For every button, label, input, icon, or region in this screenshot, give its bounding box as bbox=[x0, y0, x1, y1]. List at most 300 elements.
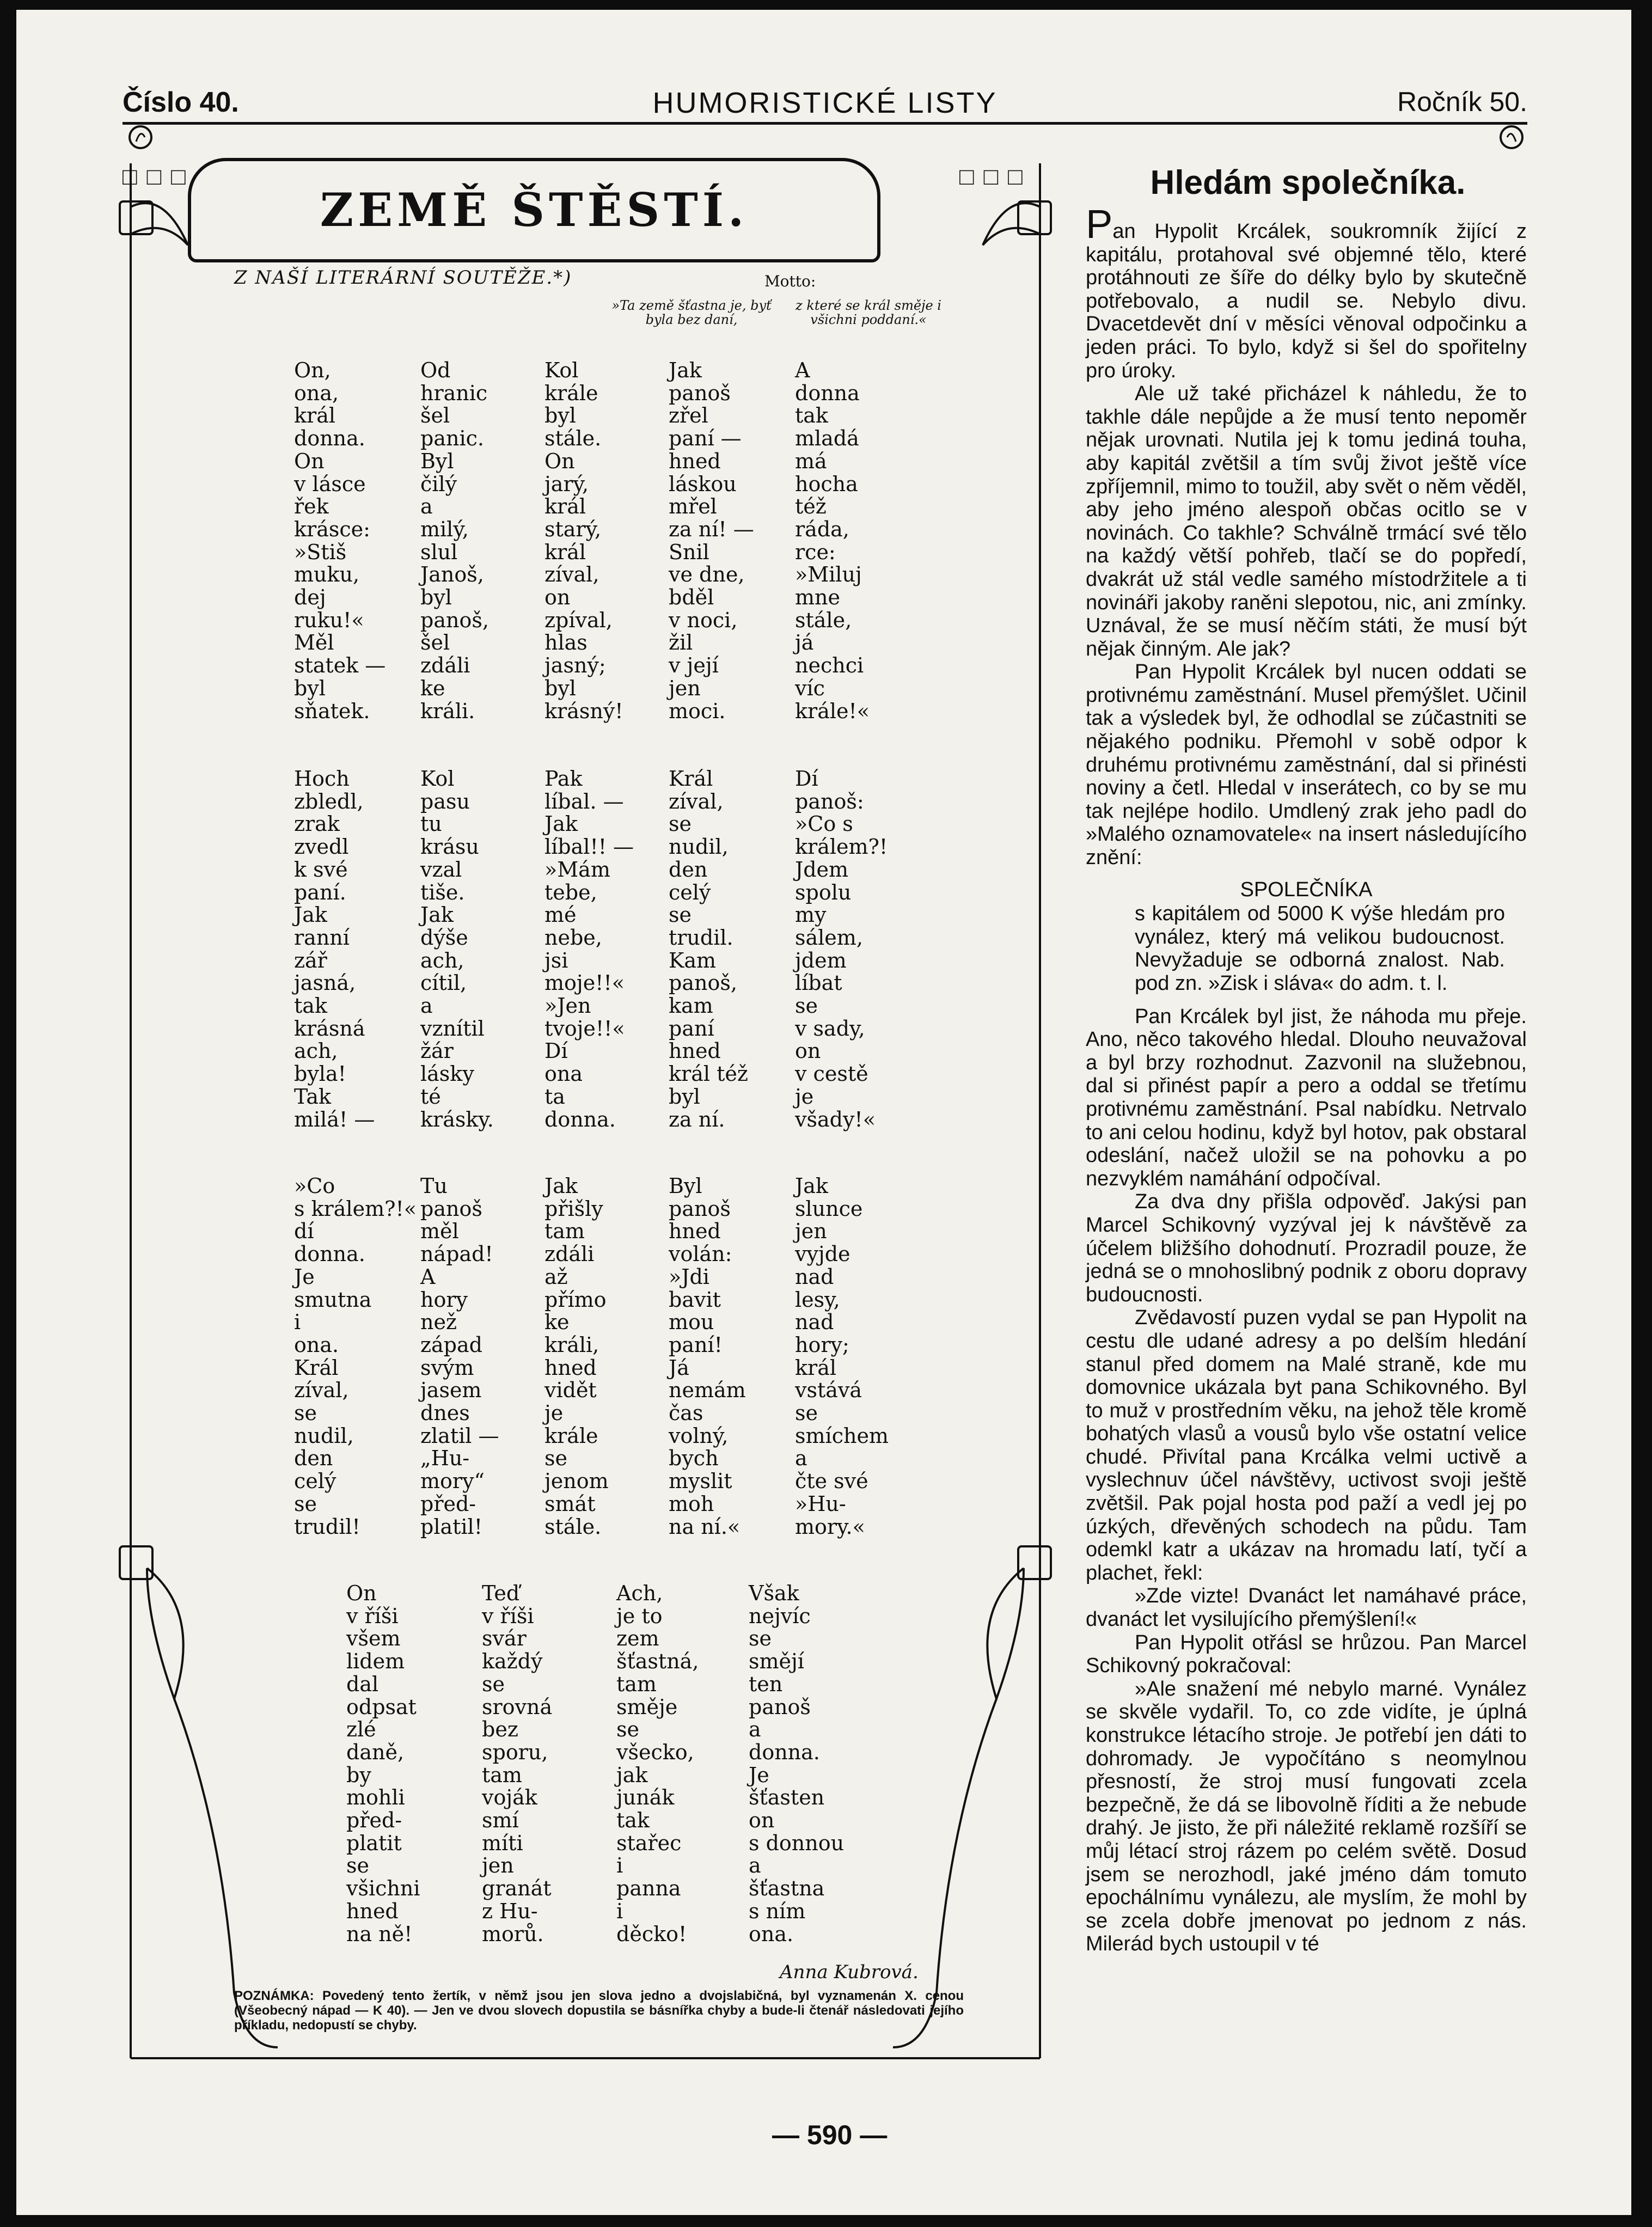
poem-line: Jak bbox=[544, 1174, 578, 1198]
poem-line: zář bbox=[294, 948, 327, 972]
poem-line: každý bbox=[482, 1649, 543, 1674]
poem-line: než bbox=[420, 1310, 457, 1335]
poem-line: i bbox=[616, 1853, 623, 1878]
poem-line: zíval, bbox=[294, 1378, 349, 1403]
poem-line: král bbox=[795, 1355, 836, 1380]
poem-line: stále. bbox=[544, 1514, 602, 1539]
poem-line: nad bbox=[795, 1310, 834, 1335]
poem-line: král též bbox=[669, 1062, 748, 1086]
poem-line: hned bbox=[346, 1899, 399, 1923]
poem-line: hned bbox=[669, 1039, 721, 1063]
poem-line: rce: bbox=[795, 540, 836, 564]
poem-line: myslit bbox=[669, 1469, 732, 1494]
poem-line: zrak bbox=[294, 812, 340, 836]
poem-line: celý bbox=[669, 880, 711, 904]
poem-line: láskou bbox=[669, 472, 737, 496]
poem-line: Ach, bbox=[616, 1581, 663, 1605]
article-paragraph: Pan Hypolit Krcálek byl nucen oddati se protivnému zaměstnání. Musel přemýšlet. Učinil tak a výsledek byl, že odhodlal se zúčastniti se nějakého podniku. Přemohl v sobě odpor k druhému protivnému zaměstnání, dal si přinésti noviny a četl. Hledal v inserátech, co by se mu tak nejlépe hodilo. Umdlený zrak jeho padl do »Malého oznamovatele« na insert následujícího znění: bbox=[1086, 660, 1527, 870]
poem-line: se bbox=[294, 1401, 317, 1425]
poem-line: smíchem bbox=[795, 1423, 889, 1448]
poem-line: on bbox=[795, 1039, 821, 1063]
poem-line: v lásce bbox=[294, 472, 366, 496]
poem-column bbox=[795, 359, 870, 723]
poem-line: z Hu- bbox=[482, 1899, 538, 1923]
poem-line: v sady, bbox=[795, 1016, 865, 1041]
poem-line: v říši bbox=[482, 1604, 534, 1628]
poem-line: Snil bbox=[669, 540, 709, 564]
poem-line: šel bbox=[420, 631, 450, 655]
poem-line: tvoje!!« bbox=[544, 1016, 625, 1041]
poem-line: ach, bbox=[294, 1039, 338, 1063]
motto-label: Motto: bbox=[764, 272, 816, 290]
poem-line: víc bbox=[795, 676, 825, 700]
poem-line: krále bbox=[544, 1423, 598, 1448]
poem-column bbox=[669, 768, 748, 1131]
poem-line: donna. bbox=[294, 1242, 365, 1267]
poem-line: smutna bbox=[294, 1287, 372, 1312]
motto-right: z které se král směje i všichni poddaní.« bbox=[796, 298, 941, 327]
ad-text: s kapitálem od 5000 K výše hledám pro vynález, který má velikou budoucnost. Nevyžaduje se odborná znalost. Nab. pod zn. »Zisk i sláva« do adm. t. l. bbox=[1135, 902, 1505, 995]
poem-line: hned bbox=[669, 449, 721, 473]
poem-line: je bbox=[544, 1401, 564, 1425]
poem-line: vznítil bbox=[420, 1016, 485, 1041]
poem-line: nebe, bbox=[544, 925, 602, 950]
ad-title: SPOLEČNÍKA bbox=[1240, 878, 1373, 901]
poem-line: hory; bbox=[795, 1332, 849, 1357]
article-title: Hledám společníka. bbox=[1150, 164, 1466, 201]
motto-left: »Ta země šťastna je, byť byla bez daní, bbox=[611, 298, 772, 327]
poem-line: A bbox=[795, 358, 810, 382]
poem-line: »Stiš bbox=[294, 540, 347, 564]
poem-line: nechci bbox=[795, 653, 864, 678]
poem-line: žár bbox=[420, 1039, 454, 1063]
poem-line: hned bbox=[669, 1219, 721, 1244]
poem-line: starý, bbox=[544, 517, 602, 541]
poem-line: dýše bbox=[420, 925, 468, 950]
poem-line: ke bbox=[420, 676, 445, 700]
header-rule bbox=[123, 122, 1527, 125]
poem-line: hranic bbox=[420, 381, 488, 405]
poem-line: Kam bbox=[669, 948, 717, 972]
poem-line: Byl bbox=[669, 1174, 702, 1198]
poem-line: byl bbox=[294, 676, 326, 700]
poem-line: všady!« bbox=[795, 1107, 876, 1131]
poem-line: a bbox=[420, 494, 433, 519]
poem-line: Já bbox=[669, 1355, 689, 1380]
poem-line: Dí bbox=[795, 767, 818, 791]
poem-line: té bbox=[420, 1084, 441, 1109]
poem-line: „Hu- bbox=[420, 1446, 470, 1471]
poem-line: volán: bbox=[669, 1242, 732, 1267]
poem-line: se bbox=[795, 994, 818, 1018]
poem-line: před- bbox=[346, 1808, 402, 1833]
poem-line: voják bbox=[482, 1785, 537, 1810]
poem-line: míti bbox=[482, 1831, 523, 1855]
poem-column bbox=[616, 1582, 699, 1945]
poem-line: nudil, bbox=[294, 1423, 354, 1448]
poem-line: tam bbox=[616, 1672, 657, 1696]
poem-line: tiše. bbox=[420, 880, 465, 904]
poem-line: mou bbox=[669, 1310, 714, 1335]
poem-line: zíval, bbox=[544, 562, 599, 587]
poem-line: nejvíc bbox=[749, 1604, 811, 1628]
poem-line: vzal bbox=[420, 857, 462, 882]
poem-line: jarý, bbox=[544, 472, 589, 496]
poem-line: hocha bbox=[795, 472, 858, 496]
poem-line: ta bbox=[544, 1084, 565, 1109]
poem-line: Jdem bbox=[795, 857, 849, 882]
article-paragraph: Zvědavostí puzen vydal se pan Hypolit na cestu dle udané adresy a po delším hledání stanul před domem na Malé straně, kde mu domovnice ukázala byt pana Schikovného. Byl to muž v prostředním věku, na jehož těle kromě bohatých vlasů a vousů bylo vše ostatní velice chudé. Přivítal pana Krcálka velmi uctivě a vyslechnuv účel návštěvy, uctivost svoji ještě zvětšil. Pak pojal hosta pod paží a vedl jej po úzkých, dřevěných schodech na půdu. Tam odemkl katr a ukázav na hromadu latí, tyčí a plachet, řekl: bbox=[1086, 1306, 1527, 1584]
poem-line: ráda, bbox=[795, 517, 849, 541]
poem-line: bavit bbox=[669, 1287, 721, 1312]
poem-line: mory.« bbox=[795, 1514, 865, 1539]
article-paragraph: »Zde vizte! Dvanáct let namáhavé práce, dvanáct let vysilujícího přemýšlení!« bbox=[1086, 1584, 1527, 1631]
poem-column bbox=[420, 359, 489, 723]
poem-line: tam bbox=[482, 1763, 522, 1787]
poem-line: byl bbox=[669, 1084, 700, 1109]
poem-line: smí bbox=[482, 1808, 519, 1833]
poem-line: mory“ bbox=[420, 1469, 485, 1494]
poem-column bbox=[420, 768, 494, 1131]
poem-line: panna bbox=[616, 1876, 681, 1901]
poem-column bbox=[669, 1175, 746, 1538]
poem-title-box bbox=[188, 158, 880, 262]
poem-line: ke bbox=[544, 1310, 570, 1335]
poem-line: mé bbox=[544, 903, 577, 927]
poem-line: tak bbox=[616, 1808, 650, 1833]
poem-line: »Co bbox=[294, 1174, 335, 1198]
poem-line: krásce: bbox=[294, 517, 370, 541]
poem-line: stařec bbox=[616, 1831, 682, 1855]
poem-line: odpsat bbox=[346, 1694, 417, 1719]
poem-line: trudil. bbox=[669, 925, 733, 950]
poem-line: »Miluj bbox=[795, 562, 862, 587]
poem-line: já bbox=[795, 631, 814, 655]
poem-line: mne bbox=[795, 585, 840, 610]
poem-line: milá! — bbox=[294, 1107, 375, 1131]
poem-line: paní — bbox=[669, 426, 742, 451]
poem-line: Hoch bbox=[294, 767, 350, 791]
poem-line: líbal. — bbox=[544, 789, 624, 813]
poem-line: panoš: bbox=[795, 789, 864, 813]
poem-line: Měl bbox=[294, 631, 334, 655]
poem-line: Je bbox=[749, 1763, 769, 1787]
poem-line: On bbox=[294, 449, 325, 473]
article-paragraph: Pan Hypolit Krcálek, soukromník žijící z kapitálu, protahoval své objemné tělo, které protáhnouti ze šíře do délky bylo by skutečně potřebovalo, a nudil se. Nebylo divu. Dvacetdevět dní v měsíci věnoval odpočinku a jeden práci. To bylo, když si šel do spořitelny pro úroky. bbox=[1086, 201, 1527, 382]
poem-line: svým bbox=[420, 1355, 474, 1380]
poem-line: Tak bbox=[294, 1084, 332, 1109]
poem-line: se bbox=[669, 812, 692, 836]
poem-line: krále!« bbox=[795, 699, 870, 723]
poem-line: krále bbox=[544, 381, 598, 405]
poem-line: byl bbox=[544, 403, 576, 428]
poem-line: panoš, bbox=[669, 971, 737, 995]
poem-line: jdem bbox=[795, 948, 847, 972]
poem-line: zíval, bbox=[669, 789, 724, 813]
poem-line: on bbox=[749, 1808, 775, 1833]
poem-line: čas bbox=[669, 1401, 703, 1425]
poem-line: pasu bbox=[420, 789, 470, 813]
poem-line: trudil! bbox=[294, 1514, 360, 1539]
poem-line: ranní bbox=[294, 925, 350, 950]
poem-line: krásu bbox=[420, 835, 479, 859]
poem-line: Je bbox=[294, 1264, 315, 1289]
poem-line: na ní.« bbox=[669, 1514, 741, 1539]
publication-title: HUMORISTICKÉ LISTY bbox=[652, 87, 998, 119]
poem-line: den bbox=[669, 857, 708, 882]
poem-line: dal bbox=[346, 1672, 379, 1696]
poem-line: vidět bbox=[544, 1378, 597, 1403]
poem-line: stále. bbox=[544, 426, 602, 451]
poem-line: moje!!« bbox=[544, 971, 625, 995]
page-number: — 590 — bbox=[772, 2120, 888, 2150]
poem-line: volný, bbox=[669, 1423, 729, 1448]
poem-line: přišly bbox=[544, 1196, 603, 1221]
poem-line: krásná bbox=[294, 1016, 365, 1041]
poem-line: smějí bbox=[749, 1649, 804, 1674]
poem-line: v cestě bbox=[795, 1062, 868, 1086]
poem-line: jen bbox=[482, 1853, 514, 1878]
poem-line: zdáli bbox=[420, 653, 470, 678]
poem-line: Kol bbox=[420, 767, 455, 791]
poem-line: a bbox=[795, 1446, 807, 1471]
poem-line: se bbox=[669, 903, 692, 927]
article-paragraph: Ale už také přicházel k náhledu, že to takhle dále nepůjde a že musí tento nepoměr nějak urovnati. Nutila jej k tomu jediná touha, aby kapitál zvětšil a tím svůj život ještě více zpříjemnil, mimo to toužil, aby svět o něm věděl, aby jeho jméno alespoň občas ocitlo se v novinách. Co takhle? Schválně trmácí své tělo na každý větší pohřeb, tlačí se do popředí, dvakrát už stál vedle samého místodržitele a ti novináři jakoby raněni slepotou, nic, ani zmínky. Uznával, že se musí něčím státi, že musí být nějak činným. Ale jak? bbox=[1086, 382, 1527, 660]
poem-line: lesy, bbox=[795, 1287, 840, 1312]
poem-line: Byl bbox=[420, 449, 454, 473]
poem-line: všem bbox=[346, 1626, 401, 1651]
poem-line: jak bbox=[616, 1763, 648, 1787]
poem-line: s ním bbox=[749, 1899, 806, 1923]
poem-line: mohli bbox=[346, 1785, 405, 1810]
poem-line: je bbox=[795, 1084, 814, 1109]
poem-line: byla! bbox=[294, 1062, 346, 1086]
poem-line: bez bbox=[482, 1717, 518, 1742]
poem-line: a bbox=[420, 994, 433, 1018]
poem-author: Anna Kubrová. bbox=[780, 1961, 919, 1983]
poem-line: ona. bbox=[294, 1332, 339, 1357]
article-paragraph: Za dva dny přišla odpověď. Jakýsi pan Marcel Schikovný vyzýval jej k návštěvě za účelem bližšího dohodnutí. Prozradil pouze, že jedná se o mnohoslibný podnik z oboru dopravy budoucnosti. bbox=[1086, 1190, 1527, 1306]
poem-line: Janoš, bbox=[420, 562, 484, 587]
poem-line: Jak bbox=[669, 358, 702, 382]
poem-line: krásný! bbox=[544, 699, 623, 723]
poem-line: šťasten bbox=[749, 1785, 825, 1810]
poem-line: bych bbox=[669, 1446, 719, 1471]
poem-column bbox=[669, 359, 754, 723]
poem-line: sálem, bbox=[795, 925, 863, 950]
poem-line: Jak bbox=[795, 1174, 828, 1198]
poem-line: jsi bbox=[544, 948, 568, 972]
poem-line: »Jdi bbox=[669, 1264, 709, 1289]
article-paragraph: Pan Krcálek byl jist, že náhoda mu přeje. Ano, něco takového hledal. Dlouho neuvažoval a byl brzy rozhodnut. Zazvonil na služebnou, dal si přinést papír a pero a oddal se třetímu protivnému zaměstnání. Psal nabídku. Netrvalo to ani celou hodinu, když byl hotov, pak obstaral odeslání, načež uložil se na pohovku a po nezvyklém namáhání odpočíval. bbox=[1086, 1005, 1527, 1190]
poem-line: král bbox=[544, 494, 586, 519]
poem-line: a bbox=[749, 1717, 761, 1742]
poem-line: donna bbox=[795, 381, 860, 405]
poem-line: zdáli bbox=[544, 1242, 595, 1267]
poem-line: dí bbox=[294, 1219, 314, 1244]
poem-line: svár bbox=[482, 1626, 527, 1651]
poem-line: On bbox=[544, 449, 575, 473]
poem-line: my bbox=[795, 903, 827, 927]
poem-line: mřel bbox=[669, 494, 717, 519]
poem-line: Teď bbox=[482, 1581, 520, 1605]
poem-line: ona, bbox=[294, 381, 339, 405]
poem-line: platit bbox=[346, 1831, 402, 1855]
poem-line: »Jen bbox=[544, 994, 591, 1018]
poem-line: zem bbox=[616, 1626, 659, 1651]
poem-line: morů. bbox=[482, 1922, 544, 1946]
poem-line: ten bbox=[749, 1672, 783, 1696]
poem-line: zvedl bbox=[294, 835, 349, 859]
poem-line: až bbox=[544, 1264, 568, 1289]
poem-line: s králem?!« bbox=[294, 1196, 417, 1221]
poem-line: jasný; bbox=[544, 653, 606, 678]
poem-line: králi. bbox=[420, 699, 475, 723]
poem-line: hlas bbox=[544, 631, 588, 655]
poem-line: za ní! — bbox=[669, 517, 754, 541]
poem-line: král bbox=[544, 540, 586, 564]
poem-line: on bbox=[544, 585, 571, 610]
right-ornament-icon bbox=[1495, 123, 1528, 156]
poem-line: šťastna bbox=[749, 1876, 825, 1901]
poem-line: se bbox=[544, 1446, 567, 1471]
poem-line: za ní. bbox=[669, 1107, 725, 1131]
poem-column bbox=[482, 1582, 552, 1945]
poem-line: zpíval, bbox=[544, 608, 613, 632]
poem-line: stále, bbox=[795, 608, 852, 632]
poem-line: ve dne, bbox=[669, 562, 745, 587]
poem-line: se bbox=[482, 1672, 505, 1696]
poem-line: panoš bbox=[749, 1694, 811, 1719]
poem-note: POZNÁMKA: Povedený tento žertík, v němž jsou jen slova jedno a dvojslabičná, byl vyznamenán X. cenou (Všeobecný nápad — K 40). — Jen ve dvou slovech dopustila se básnířka chyby a bude-li čtenář následovati jejího příkladu, nedopustí se chyby. bbox=[234, 1989, 964, 2033]
poem-title: ZEMĚ ŠTĚSTÍ. bbox=[320, 183, 749, 237]
poem-line: dej bbox=[294, 585, 326, 610]
poem-line: líbal!! — bbox=[544, 835, 634, 859]
poem-line: i bbox=[616, 1899, 623, 1923]
poem-line: Od bbox=[420, 358, 451, 382]
poem-line: Jak bbox=[294, 903, 327, 927]
poem-line: všecko, bbox=[616, 1740, 694, 1764]
poem-line: donna. bbox=[544, 1107, 616, 1131]
poem-line: Král bbox=[294, 1355, 339, 1380]
poem-line: čilý bbox=[420, 472, 457, 496]
poem-line: zbledl, bbox=[294, 789, 364, 813]
poem-line: srovná bbox=[482, 1694, 553, 1719]
poem-line: donna. bbox=[749, 1740, 820, 1764]
poem-line: tak bbox=[294, 994, 327, 1018]
poem-line: zřel bbox=[669, 403, 708, 428]
poem-line: žil bbox=[669, 631, 693, 655]
article-body bbox=[1086, 201, 1527, 1956]
squares-right: □□□ bbox=[959, 163, 1032, 190]
poem-line: junák bbox=[616, 1785, 675, 1810]
poem-line: se bbox=[749, 1626, 772, 1651]
poem-column bbox=[749, 1582, 844, 1945]
article-paragraph: Pan Hypolit otřásl se hrůzou. Pan Marcel Schikovný pokračoval: bbox=[1086, 1631, 1527, 1678]
poem-line: platil! bbox=[420, 1514, 482, 1539]
poem-line: panoš bbox=[669, 381, 731, 405]
poem-line: měl bbox=[420, 1219, 459, 1244]
poem-line: Však bbox=[749, 1581, 799, 1605]
poem-line: směje bbox=[616, 1694, 678, 1719]
poem-line: i bbox=[294, 1310, 301, 1335]
poem-line: sporu, bbox=[482, 1740, 548, 1764]
poem-line: Pak bbox=[544, 767, 583, 791]
poem-line: nápad! bbox=[420, 1242, 493, 1267]
poem-line: cítil, bbox=[420, 971, 467, 995]
poem-line: moci. bbox=[669, 699, 726, 723]
poem-line: děcko! bbox=[616, 1922, 687, 1946]
poem-line: byl bbox=[544, 676, 576, 700]
poem-line: král bbox=[294, 403, 335, 428]
poem-line: ach, bbox=[420, 948, 464, 972]
poem-line: hned bbox=[544, 1355, 597, 1380]
poem-line: jenom bbox=[544, 1469, 609, 1494]
poem-line: nemám bbox=[669, 1378, 746, 1403]
poem-line: s donnou bbox=[749, 1831, 845, 1855]
poem-line: ona bbox=[544, 1062, 583, 1086]
poem-line: tu bbox=[420, 812, 442, 836]
poem-line: panoš bbox=[669, 1196, 731, 1221]
poem-column bbox=[346, 1582, 420, 1945]
issue-number: Číslo 40. bbox=[123, 87, 239, 118]
poem-line: daně, bbox=[346, 1740, 405, 1764]
poem-line: západ bbox=[420, 1332, 482, 1357]
poem-line: jen bbox=[795, 1219, 827, 1244]
poem-line: též bbox=[795, 494, 827, 519]
poem-line: by bbox=[346, 1763, 371, 1787]
poem-line: On, bbox=[294, 358, 331, 382]
poem-line: ona. bbox=[749, 1922, 794, 1946]
poem-line: panoš, bbox=[420, 608, 489, 632]
poem-line: muku, bbox=[294, 562, 360, 587]
poem-line: den bbox=[294, 1446, 333, 1471]
poem-line: k své bbox=[294, 857, 348, 882]
poem-column bbox=[544, 359, 623, 723]
poem-line: celý bbox=[294, 1469, 336, 1494]
poem-line: hory bbox=[420, 1287, 468, 1312]
article-paragraph: »Ale snažení mé nebylo marné. Vynález se skvěle vydařil. To, co zde vidíte, je úplná konstrukce létacího stroje. Je potřebí jen dáti to dohromady. Je vypočítáno s neomylnou přesností, že stroj musí fungovati zcela bezpečně, že dá se libovolně říditi a že nebude drahý. Je jisto, že při náležité reklamě rozšíří se můj létací stroj rázem po celém světě. Dosud jsem se nerozhodl, jaké jméno dám tomuto epochálnímu vynálezu, ale myslím, že mohl by se zcela dobře jmenovat po jednom z nás. Milerád bych ustoupil v té bbox=[1086, 1677, 1527, 1956]
poem-line: nudil, bbox=[669, 835, 729, 859]
poem-line: On bbox=[346, 1581, 377, 1605]
poem-line: zlé bbox=[346, 1717, 376, 1742]
poem-line: »Co s bbox=[795, 812, 853, 836]
poem-column bbox=[795, 768, 888, 1131]
poem-line: Král bbox=[669, 767, 713, 791]
poem-line: na ně! bbox=[346, 1922, 413, 1946]
poem-line: má bbox=[795, 449, 827, 473]
poem-column bbox=[795, 1175, 889, 1538]
poem-line: přímo bbox=[544, 1287, 607, 1312]
poem-line: slunce bbox=[795, 1196, 863, 1221]
poem-line: šťastná, bbox=[616, 1649, 699, 1674]
poem-line: paní. bbox=[294, 880, 346, 904]
poem-line: se bbox=[795, 1401, 818, 1425]
poem-line: Tu bbox=[420, 1174, 448, 1198]
poem-column bbox=[544, 768, 634, 1131]
poem-line: »Mám bbox=[544, 857, 610, 882]
poem-line: kam bbox=[669, 994, 713, 1018]
poem-line: před- bbox=[420, 1491, 476, 1516]
poem-line: ruku!« bbox=[294, 608, 364, 632]
poem-line: zlatil — bbox=[420, 1423, 499, 1448]
squares-left: □□□ bbox=[123, 163, 195, 190]
poem-line: slul bbox=[420, 540, 458, 564]
poem-line: statek — bbox=[294, 653, 386, 678]
poem-line: tebe, bbox=[544, 880, 597, 904]
poem-line: králi, bbox=[544, 1332, 599, 1357]
poem-line: tak bbox=[795, 403, 828, 428]
